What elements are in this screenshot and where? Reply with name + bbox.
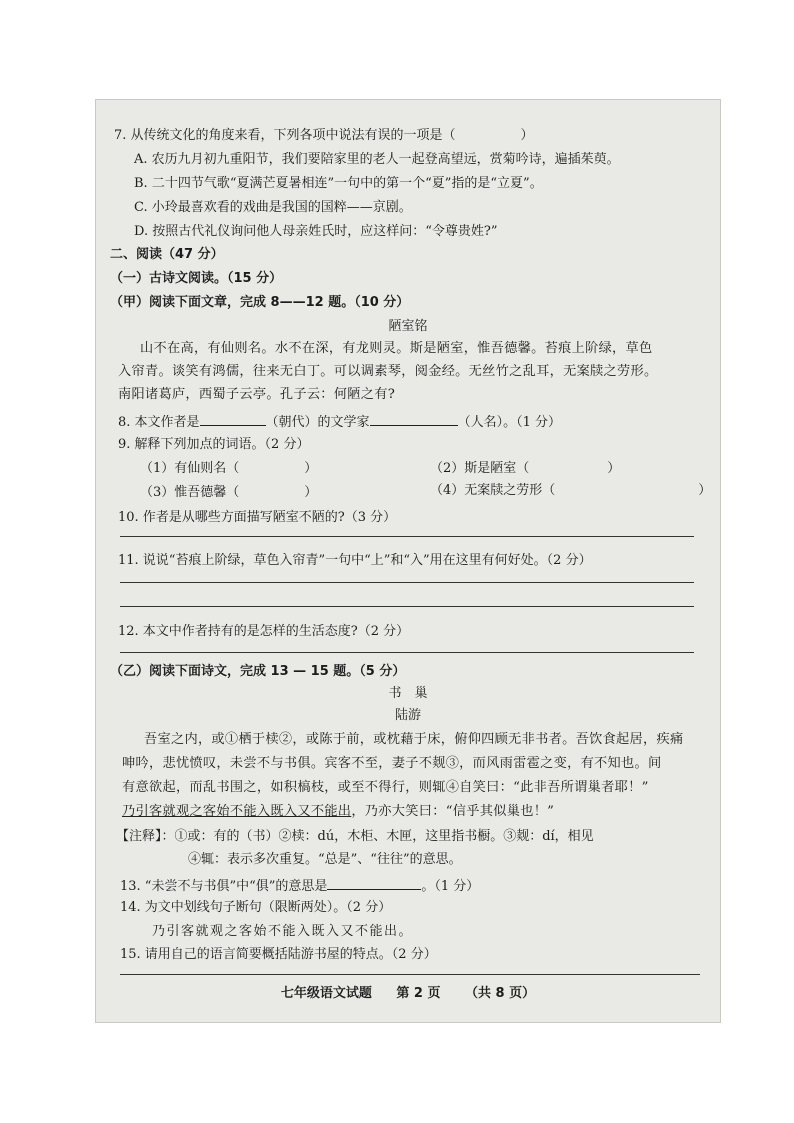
q12: 12. 本文中作者持有的是怎样的生活态度?（2 分）: [118, 624, 410, 639]
q8-dynasty-blank[interactable]: [200, 412, 266, 426]
yi-title: 书 巢: [388, 686, 428, 701]
part1-heading: （一）古诗文阅读。（15 分）: [110, 271, 283, 286]
yi-text-line-3: 有意欲起，而乱书围之，如积槁枝，或至不得行，则辄④自笑曰：“此非吾所谓巢者耶！”: [122, 780, 649, 795]
note-line-2: ④辄：表示多次重复。“总是”、“往往”的意思。: [188, 852, 462, 867]
q7-option-d: D. 按照古代礼仪询问他人母亲姓氏时，应这样问：“令尊贵姓?”: [134, 224, 498, 239]
yi-text-end: ，乃亦大笑曰：“信乎其似巢也！”: [351, 804, 555, 819]
q7-stem: 7. 从传统文化的角度来看，下列各项中说法有误的一项是（ ）: [114, 128, 534, 143]
q14-sentence: 乃引客就观之客始不能入既入又不能出。: [152, 924, 414, 939]
q14: 14. 为文中划线句子断句（限断两处）。（2 分）: [120, 900, 392, 915]
footer-total: （共 8 页）: [465, 986, 536, 1001]
yi-text-line-2: 呻吟，悲忧愤叹，未尝不与书俱。宾客不至，妻子不觌③，而风雨雷雹之变，有不知也。间: [122, 756, 662, 771]
yi-author: 陆游: [394, 708, 421, 723]
q9-item-2: （2）斯是陋室（ ）: [430, 461, 621, 476]
yi-heading: （乙）阅读下面诗文，完成 13 — 15 题。（5 分）: [110, 664, 406, 679]
q9-item-4: （4）无案牍之劳形（ ）: [430, 483, 712, 498]
jia-text-line-3: 南阳诸葛庐，西蜀子云亭。孔子云：何陋之有?: [118, 387, 396, 402]
footer-subject: 七年级语文试题: [280, 986, 372, 1001]
q8: [118, 412, 561, 432]
yi-text-line-1: 吾室之内，或①栖于椟②，或陈于前，或枕藉于床，俯仰四顾无非书者。吾饮食起居，疾痛: [144, 732, 684, 747]
q12-answer-line[interactable]: [120, 652, 694, 653]
jia-title: 陋室铭: [388, 319, 428, 334]
footer-page: 第 2 页: [396, 986, 441, 1001]
q9-item-3: （3）惟吾德馨（ ）: [140, 485, 318, 500]
q8-author-blank[interactable]: [370, 412, 458, 426]
q13: [120, 876, 479, 896]
q9-item-1: （1）有仙则名（ ）: [140, 461, 318, 476]
q13-part-a: 13. “未尝不与书俱”中“俱”的意思是: [120, 879, 328, 894]
q15: 15. 请用自己的语言简要概括陆游书屋的特点。（2 分）: [120, 947, 437, 962]
section-heading: 二、阅读（47 分）: [110, 247, 224, 262]
exam-page: [96, 100, 720, 1022]
jia-text-line-1: 山不在高，有仙则名。水不在深，有龙则灵。斯是陋室，惟吾德馨。苔痕上阶绿，草色: [140, 341, 653, 356]
q11-answer-line-1[interactable]: [120, 582, 694, 583]
q7-option-b: B. 二十四节气歌“夏满芒夏暑相连”一句中的第一个“夏”指的是“立夏”。: [134, 176, 543, 191]
q11: 11. 说说“苔痕上阶绿，草色入帘青”一句中“上”和“入”用在这里有何好处。（2 分）: [118, 553, 592, 568]
q7-option-a: A. 农历九月初九重阳节，我们要陪家里的老人一起登高望远，赏菊吟诗，遍插茱萸。: [134, 152, 620, 167]
q8-part-b: （朝代）的文学家: [265, 415, 370, 430]
jia-text-line-2: 入帘青。谈笑有鸿儒，往来无白丁。可以调素琴，阅金经。无丝竹之乱耳，无案牍之劳形。: [118, 364, 658, 379]
q11-answer-line-2[interactable]: [120, 606, 694, 607]
q9-stem: 9. 解释下列加点的词语。（2 分）: [118, 437, 310, 452]
note-line-1: 【注释】：①或：有的（书）②椟：dú，木柜、木匣，这里指书橱。③觌：dí，相见: [116, 829, 594, 844]
q8-part-c: （人名）。（1 分）: [457, 415, 561, 430]
yi-text-line-4: [122, 803, 554, 821]
q10-answer-line[interactable]: [120, 536, 694, 537]
yi-underlined-char: 乃: [122, 804, 136, 819]
q15-answer-line[interactable]: [120, 974, 700, 975]
jia-heading: （甲）阅读下面文章，完成 8——12 题。（10 分）: [110, 295, 410, 310]
q13-part-b: 。（1 分）: [421, 879, 480, 894]
q13-blank[interactable]: [327, 876, 421, 890]
q8-part-a: 8. 本文作者是: [118, 415, 200, 430]
yi-underlined-sentence: 引客就观之客始不能入既入又不能出: [135, 804, 352, 819]
q10: 10. 作者是从哪些方面描写陋室不陋的?（3 分）: [118, 510, 397, 525]
page-footer: [96, 982, 720, 1001]
q7-option-c: C. 小玲最喜欢看的戏曲是我国的国粹——京剧。: [134, 200, 412, 215]
